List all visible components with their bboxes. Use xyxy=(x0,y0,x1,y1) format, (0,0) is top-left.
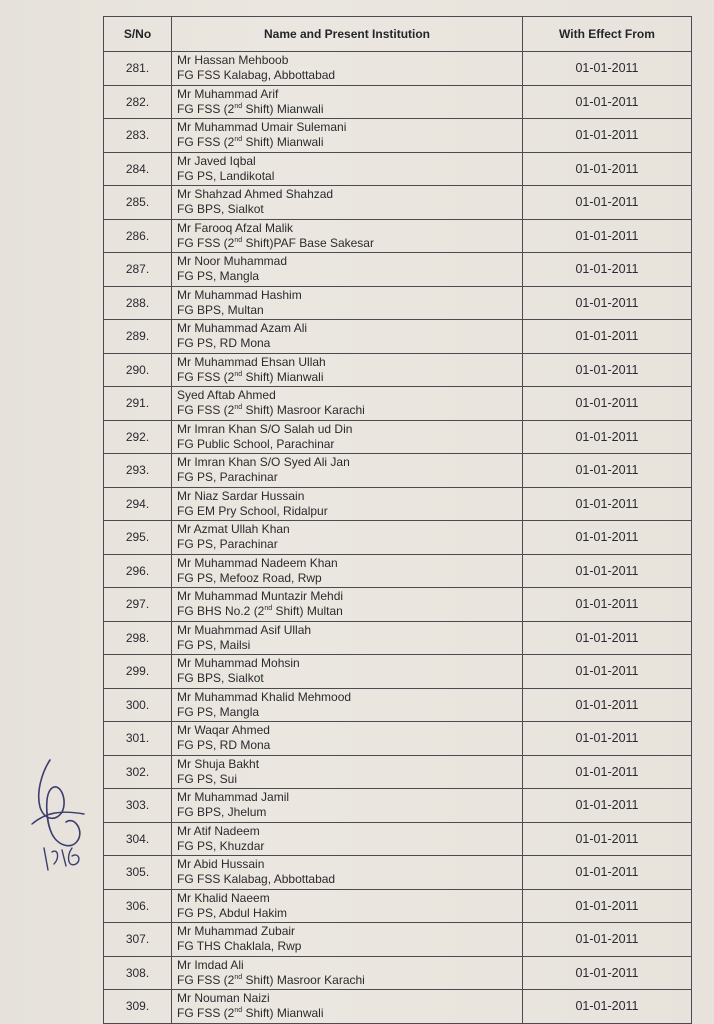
name-institution-cell xyxy=(172,755,523,789)
effect-date: 01-01-2011 xyxy=(523,353,692,387)
serial-number: 294. xyxy=(104,487,172,521)
name-institution-cell xyxy=(172,286,523,320)
table-row xyxy=(104,286,692,320)
institution xyxy=(177,973,522,988)
person-name: Mr Muhammad Umair Sulemani xyxy=(177,120,347,135)
person-name: Mr Muhammad Jamil xyxy=(177,790,290,805)
institution-text: FG FSS (2 xyxy=(177,235,235,250)
effect-date: 01-01-2011 xyxy=(523,521,692,555)
person-name: Mr Muahmmad Asif Ullah xyxy=(177,622,312,637)
effect-date: 01-01-2011 xyxy=(523,588,692,622)
institution xyxy=(177,336,522,351)
effect-date: 01-01-2011 xyxy=(523,889,692,923)
person-name: Mr Muhammad Azam Ali xyxy=(177,321,308,336)
name-institution-cell xyxy=(172,487,523,521)
serial-number: 285. xyxy=(104,186,172,220)
table-row xyxy=(104,420,692,454)
institution xyxy=(177,202,522,217)
effect-date: 01-01-2011 xyxy=(523,956,692,990)
institution-text: FG PS, Parachinar xyxy=(177,470,278,485)
institution-text: FG FSS Kalabag, Abbottabad xyxy=(177,68,336,83)
name-institution-cell xyxy=(172,554,523,588)
table-row xyxy=(104,688,692,722)
person-name: Mr Muhammad Ehsan Ullah xyxy=(177,354,326,369)
serial-number: 290. xyxy=(104,353,172,387)
name-institution-cell xyxy=(172,152,523,186)
table-row xyxy=(104,253,692,287)
name-institution-cell xyxy=(172,621,523,655)
institution-text: FG FSS (2 xyxy=(177,101,235,116)
institution-text: FG PS, Sui xyxy=(177,771,238,786)
effect-date: 01-01-2011 xyxy=(523,923,692,957)
person-name: Mr Abid Hussain xyxy=(177,857,265,872)
name-institution-cell xyxy=(172,923,523,957)
institution xyxy=(177,805,522,820)
table-row xyxy=(104,320,692,354)
name-institution-cell xyxy=(172,856,523,890)
institution-text: FG PS, Mefooz Road, Rwp xyxy=(177,570,322,585)
institution xyxy=(177,169,522,184)
institution xyxy=(177,604,522,619)
institution-text: FG BPS, Jhelum xyxy=(177,805,267,820)
institution-text: FG PS, Parachinar xyxy=(177,537,278,552)
serial-number: 301. xyxy=(104,722,172,756)
institution-text: FG THS Chaklala, Rwp xyxy=(177,939,302,954)
serial-number: 293. xyxy=(104,454,172,488)
person-name: Mr Muhammad Zubair xyxy=(177,924,296,939)
serial-number: 302. xyxy=(104,755,172,789)
serial-number: 289. xyxy=(104,320,172,354)
serial-number: 281. xyxy=(104,52,172,86)
name-institution-cell xyxy=(172,219,523,253)
transfer-table xyxy=(103,16,692,1024)
effect-date: 01-01-2011 xyxy=(523,387,692,421)
table-row xyxy=(104,52,692,86)
institution-text: FG BPS, Sialkot xyxy=(177,202,264,217)
person-name: Mr Muhammad Hashim xyxy=(177,287,302,302)
institution xyxy=(177,939,522,954)
institution xyxy=(177,671,522,686)
institution xyxy=(177,303,522,318)
table-row xyxy=(104,822,692,856)
institution-text-rest: Shift) Mianwali xyxy=(242,1006,324,1021)
institution-text: FG EM Pry School, Ridalpur xyxy=(177,503,328,518)
institution-text: FG FSS (2 xyxy=(177,369,235,384)
person-name: Mr Muhammad Khalid Mehmood xyxy=(177,689,352,704)
serial-number: 295. xyxy=(104,521,172,555)
institution xyxy=(177,738,522,753)
name-institution-cell xyxy=(172,320,523,354)
name-institution-cell xyxy=(172,521,523,555)
institution-text-rest: Shift) Mianwali xyxy=(242,369,324,384)
table-row xyxy=(104,655,692,689)
serial-number: 306. xyxy=(104,889,172,923)
institution xyxy=(177,906,522,921)
institution-text: FG FSS (2 xyxy=(177,135,235,150)
table-row xyxy=(104,956,692,990)
institution xyxy=(177,437,522,452)
table-row xyxy=(104,85,692,119)
header-sno: S/No xyxy=(104,17,172,52)
institution-text-rest: Shift) Masroor Karachi xyxy=(242,972,365,987)
institution xyxy=(177,705,522,720)
institution-text: FG PS, RD Mona xyxy=(177,336,271,351)
institution-text-rest: Shift) Mianwali xyxy=(242,101,324,116)
ordinal-suffix: nd xyxy=(234,136,243,144)
serial-number: 292. xyxy=(104,420,172,454)
institution-text-rest: Shift) Masroor Karachi xyxy=(242,403,365,418)
effect-date: 01-01-2011 xyxy=(523,621,692,655)
ordinal-suffix: nd xyxy=(234,404,243,412)
person-name: Mr Shahzad Ahmed Shahzad xyxy=(177,187,334,202)
institution-text: FG FSS Kalabag, Abbottabad xyxy=(177,872,336,887)
institution xyxy=(177,470,522,485)
person-name: Syed Aftab Ahmed xyxy=(177,388,276,403)
institution-text-rest: Shift)PAF Base Sakesar xyxy=(242,235,374,250)
serial-number: 308. xyxy=(104,956,172,990)
table-row xyxy=(104,219,692,253)
table-header-row xyxy=(104,17,692,52)
table-row xyxy=(104,487,692,521)
person-name: Mr Hassan Mehboob xyxy=(177,53,289,68)
ordinal-suffix: nd xyxy=(234,236,243,244)
name-institution-cell xyxy=(172,722,523,756)
name-institution-cell xyxy=(172,85,523,119)
table-row xyxy=(104,789,692,823)
institution xyxy=(177,537,522,552)
effect-date: 01-01-2011 xyxy=(523,286,692,320)
effect-date: 01-01-2011 xyxy=(523,186,692,220)
person-name: Mr Imran Khan S/O Syed Ali Jan xyxy=(177,455,350,470)
ordinal-suffix: nd xyxy=(264,605,273,613)
institution-text: FG PS, Mangla xyxy=(177,704,260,719)
ordinal-suffix: nd xyxy=(234,1007,243,1015)
effect-date: 01-01-2011 xyxy=(523,219,692,253)
serial-number: 284. xyxy=(104,152,172,186)
effect-date: 01-01-2011 xyxy=(523,420,692,454)
person-name: Mr Nouman Naizi xyxy=(177,991,270,1006)
name-institution-cell xyxy=(172,253,523,287)
serial-number: 297. xyxy=(104,588,172,622)
person-name: Mr Atif Nadeem xyxy=(177,823,260,838)
header-name-institution: Name and Present Institution xyxy=(172,17,523,52)
table-row xyxy=(104,889,692,923)
serial-number: 304. xyxy=(104,822,172,856)
serial-number: 305. xyxy=(104,856,172,890)
person-name: Mr Javed Iqbal xyxy=(177,153,256,168)
name-institution-cell xyxy=(172,52,523,86)
institution-text: FG Public School, Parachinar xyxy=(177,436,335,451)
institution-text: FG FSS (2 xyxy=(177,972,235,987)
effect-date: 01-01-2011 xyxy=(523,655,692,689)
table-row xyxy=(104,856,692,890)
serial-number: 298. xyxy=(104,621,172,655)
person-name: Mr Shuja Bakht xyxy=(177,756,260,771)
institution xyxy=(177,236,522,251)
serial-number: 307. xyxy=(104,923,172,957)
institution xyxy=(177,68,522,83)
serial-number: 299. xyxy=(104,655,172,689)
institution-text: FG FSS (2 xyxy=(177,1006,235,1021)
effect-date: 01-01-2011 xyxy=(523,320,692,354)
institution-text: FG PS, Mangla xyxy=(177,269,260,284)
name-institution-cell xyxy=(172,655,523,689)
serial-number: 303. xyxy=(104,789,172,823)
effect-date: 01-01-2011 xyxy=(523,789,692,823)
serial-number: 286. xyxy=(104,219,172,253)
institution xyxy=(177,1006,522,1021)
effect-date: 01-01-2011 xyxy=(523,152,692,186)
name-institution-cell xyxy=(172,688,523,722)
table-row xyxy=(104,152,692,186)
table-row xyxy=(104,186,692,220)
table-row xyxy=(104,588,692,622)
institution xyxy=(177,571,522,586)
institution xyxy=(177,772,522,787)
name-institution-cell xyxy=(172,186,523,220)
institution xyxy=(177,638,522,653)
table-row xyxy=(104,554,692,588)
name-institution-cell xyxy=(172,889,523,923)
name-institution-cell xyxy=(172,822,523,856)
ordinal-suffix: nd xyxy=(234,370,243,378)
institution-text: FG PS, Mailsi xyxy=(177,637,251,652)
person-name: Mr Azmat Ullah Khan xyxy=(177,522,290,537)
effect-date: 01-01-2011 xyxy=(523,119,692,153)
institution xyxy=(177,403,522,418)
serial-number: 288. xyxy=(104,286,172,320)
table-row xyxy=(104,353,692,387)
person-name: Mr Muhammad Mohsin xyxy=(177,656,300,671)
table-row xyxy=(104,387,692,421)
effect-date: 01-01-2011 xyxy=(523,722,692,756)
serial-number: 282. xyxy=(104,85,172,119)
effect-date: 01-01-2011 xyxy=(523,688,692,722)
institution-text-rest: Shift) Mianwali xyxy=(242,135,324,150)
name-institution-cell xyxy=(172,454,523,488)
institution xyxy=(177,872,522,887)
person-name: Mr Niaz Sardar Hussain xyxy=(177,488,305,503)
ordinal-suffix: nd xyxy=(234,973,243,981)
person-name: Mr Farooq Afzal Malik xyxy=(177,220,294,235)
serial-number: 300. xyxy=(104,688,172,722)
serial-number: 283. xyxy=(104,119,172,153)
effect-date: 01-01-2011 xyxy=(523,52,692,86)
name-institution-cell xyxy=(172,990,523,1024)
table-row xyxy=(104,722,692,756)
effect-date: 01-01-2011 xyxy=(523,253,692,287)
person-name: Mr Khalid Naeem xyxy=(177,890,270,905)
institution xyxy=(177,102,522,117)
table-row xyxy=(104,621,692,655)
effect-date: 01-01-2011 xyxy=(523,755,692,789)
person-name: Mr Imdad Ali xyxy=(177,957,244,972)
serial-number: 309. xyxy=(104,990,172,1024)
effect-date: 01-01-2011 xyxy=(523,454,692,488)
name-institution-cell xyxy=(172,588,523,622)
institution-text: FG BPS, Multan xyxy=(177,302,264,317)
name-institution-cell xyxy=(172,119,523,153)
table-row xyxy=(104,119,692,153)
name-institution-cell xyxy=(172,353,523,387)
serial-number: 291. xyxy=(104,387,172,421)
institution-text: FG PS, Abdul Hakim xyxy=(177,905,288,920)
person-name: Mr Muhammad Nadeem Khan xyxy=(177,555,338,570)
serial-number: 296. xyxy=(104,554,172,588)
person-name: Mr Muhammad Muntazir Mehdi xyxy=(177,589,344,604)
institution xyxy=(177,839,522,854)
serial-number: 287. xyxy=(104,253,172,287)
name-institution-cell xyxy=(172,956,523,990)
effect-date: 01-01-2011 xyxy=(523,554,692,588)
institution-text-rest: Shift) Multan xyxy=(272,604,343,619)
institution-text: FG FSS (2 xyxy=(177,403,235,418)
table-row xyxy=(104,923,692,957)
institution-text: FG PS, Landikotal xyxy=(177,168,275,183)
ordinal-suffix: nd xyxy=(234,102,243,110)
header-effect-date: With Effect From xyxy=(523,17,692,52)
handwritten-initials xyxy=(22,752,92,877)
institution-text: FG PS, Khuzdar xyxy=(177,838,265,853)
table-row xyxy=(104,990,692,1024)
table-row xyxy=(104,521,692,555)
institution xyxy=(177,135,522,150)
institution-text: FG BHS No.2 (2 xyxy=(177,604,265,619)
institution xyxy=(177,504,522,519)
institution-text: FG BPS, Sialkot xyxy=(177,671,264,686)
table-body xyxy=(104,52,692,1024)
effect-date: 01-01-2011 xyxy=(523,856,692,890)
institution xyxy=(177,370,522,385)
institution-text: FG PS, RD Mona xyxy=(177,738,271,753)
person-name: Mr Noor Muhammad xyxy=(177,254,288,269)
name-institution-cell xyxy=(172,789,523,823)
effect-date: 01-01-2011 xyxy=(523,822,692,856)
effect-date: 01-01-2011 xyxy=(523,990,692,1024)
person-name: Mr Imran Khan S/O Salah ud Din xyxy=(177,421,353,436)
institution xyxy=(177,269,522,284)
name-institution-cell xyxy=(172,420,523,454)
person-name: Mr Muhammad Arif xyxy=(177,86,279,101)
effect-date: 01-01-2011 xyxy=(523,487,692,521)
table-row xyxy=(104,454,692,488)
table-row xyxy=(104,755,692,789)
person-name: Mr Waqar Ahmed xyxy=(177,723,270,738)
name-institution-cell xyxy=(172,387,523,421)
effect-date: 01-01-2011 xyxy=(523,85,692,119)
